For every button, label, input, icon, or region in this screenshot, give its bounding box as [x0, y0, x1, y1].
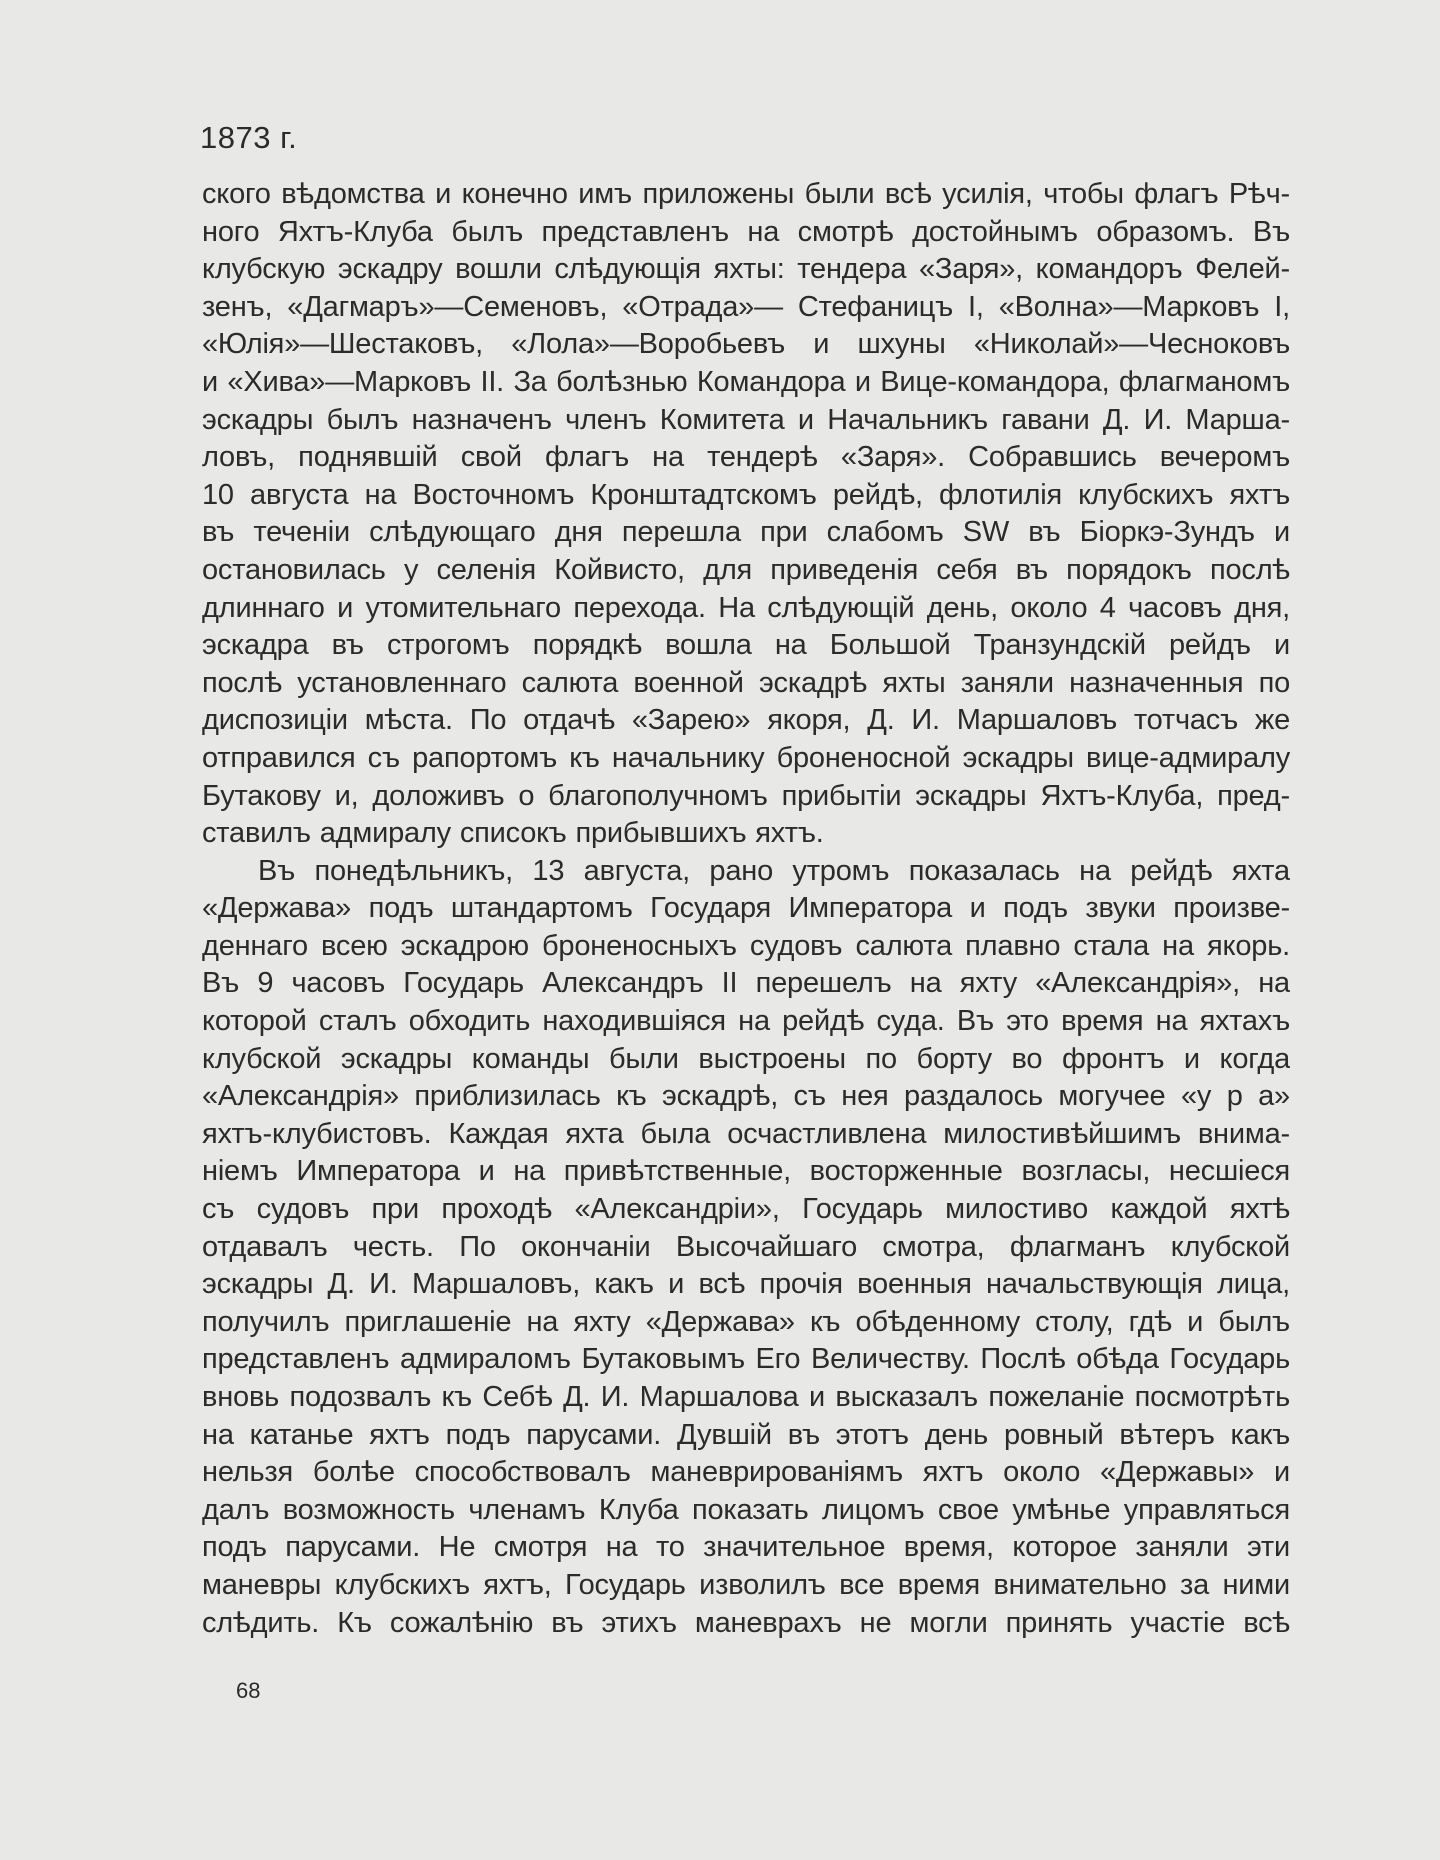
text-line: Бутакову и, доложивъ о благополучномъ прибытіи эскадры Яхтъ-Клуба, пред- — [202, 779, 1290, 812]
text-line: вновь подозвалъ къ Себѣ Д. И. Маршалова и высказалъ пожеланіе посмотрѣть — [202, 1381, 1290, 1413]
text-line: эскадры былъ назначенъ членъ Комитета и Начальникъ гавани Д. И. Марша- — [202, 403, 1290, 436]
text-line: представленъ адмираломъ Бутаковымъ Его Величеству. Послѣ обѣда Государь — [202, 1343, 1290, 1376]
text-line: эскадра въ строгомъ порядкѣ вошла на Большой Транзундскій рейдъ и — [202, 629, 1290, 662]
text-line: клубской эскадры команды были выстроены по борту во фронтъ и когда — [202, 1042, 1290, 1075]
text-line: маневры клубскихъ яхтъ, Государь изволилъ все время внимательно за ними — [202, 1568, 1290, 1601]
text-line: подъ парусами. Не смотря на то значительное время, которое заняли эти — [202, 1531, 1290, 1564]
text-line: и «Хива»—Марковъ II. За болѣзнью Командора и Вице-командора, флагманомъ — [202, 365, 1290, 398]
text-line: далъ возможность членамъ Клуба показать лицомъ свое умѣнье управляться — [202, 1493, 1290, 1526]
text-line: «Юлія»—Шестаковъ, «Лола»—Воробьевъ и шхуны «Николай»—Чесноковъ — [202, 328, 1290, 361]
running-header-year: 1873 г. — [200, 120, 298, 155]
text-line: клубскую эскадру вошли слѣдующія яхты: тендера «Заря», командоръ Фелей- — [202, 253, 1290, 286]
text-line: деннаго всею эскадрою броненосныхъ судовъ салюта плавно стала на якорь. — [202, 929, 1290, 962]
text-line: диспозиціи мѣста. По отдачѣ «Зарею» якоря, Д. И. Маршаловъ тотчасъ же — [202, 704, 1290, 737]
text-line: зенъ, «Дагмаръ»—Семеновъ, «Отрада»— Стефаницъ I, «Волна»—Марковъ I, — [202, 290, 1290, 323]
text-line: длиннаго и утомительнаго перехода. На слѣдующій день, около 4 часовъ дня, — [202, 591, 1290, 624]
text-line: ского вѣдомства и конечно имъ приложены были всѣ усилія, чтобы флагъ Рѣч- — [202, 178, 1290, 210]
text-line: отправился съ рапортомъ къ начальнику броненосной эскадры вице-адмиралу — [202, 741, 1290, 774]
text-line: слѣдить. Къ сожалѣнію въ этихъ маневрахъ не могли принять участіе всѣ — [202, 1606, 1290, 1639]
text-line: Въ 9 часовъ Государь Александръ II перешелъ на яхту «Александрія», на — [202, 967, 1290, 1000]
text-line: ніемъ Императора и на привѣтственные, восторженные возгласы, несшіеся — [202, 1155, 1290, 1188]
text-line: на катанье яхтъ подъ парусами. Дувшій въ этотъ день ровный вѣтеръ какъ — [202, 1418, 1290, 1451]
page-number: 68 — [236, 1678, 261, 1703]
text-line: остановилась у селенія Койвисто, для приведенія себя въ порядокъ послѣ — [202, 553, 1290, 586]
text-line: получилъ приглашеніе на яхту «Держава» къ обѣденному столу, гдѣ и былъ — [202, 1305, 1290, 1338]
text-line: послѣ установленнаго салюта военной эскадрѣ яхты заняли назначенныя по — [202, 666, 1290, 699]
text-line: «Держава» подъ штандартомъ Государя Императора и подъ звуки произве- — [202, 892, 1290, 925]
text-line: нельзя болѣе способствовалъ маневрированіямъ яхтъ около «Державы» и — [202, 1456, 1290, 1489]
text-line: Въ понедѣльникъ, 13 августа, рано утромъ показалась на рейдѣ яхта — [258, 854, 1290, 887]
text-line: эскадры Д. И. Маршаловъ, какъ и всѣ прочія военныя начальствующія лица, — [202, 1268, 1290, 1301]
text-line: въ теченіи слѣдующаго дня перешла при слабомъ SW въ Біоркэ-Зундъ и — [202, 516, 1290, 549]
text-line: отдавалъ честь. По окончаніи Высочайшаго смотра, флагманъ клубской — [202, 1230, 1290, 1263]
text-line: съ судовъ при проходѣ «Александріи», Государь милостиво каждой яхтѣ — [202, 1193, 1290, 1226]
text-line: 10 августа на Восточномъ Кронштадтскомъ рейдѣ, флотилія клубскихъ яхтъ — [202, 478, 1290, 511]
text-line: которой сталъ обходить находившіяся на рейдѣ суда. Въ это время на яхтахъ — [202, 1005, 1290, 1038]
text-line: «Александрія» приблизилась къ эскадрѣ, съ нея раздалось могучее «у р а» — [202, 1080, 1290, 1113]
text-line: яхтъ-клубистовъ. Каждая яхта была осчастливлена милостивѣйшимъ внима- — [202, 1117, 1290, 1150]
text-line: ловъ, поднявшій свой флагъ на тендерѣ «Заря». Собравшись вечеромъ — [202, 441, 1290, 474]
text-line: ного Яхтъ-Клуба былъ представленъ на смотрѣ достойнымъ образомъ. Въ — [202, 215, 1290, 248]
body-text — [202, 176, 1290, 1642]
text-line: ставилъ адмиралу списокъ прибывшихъ яхтъ. — [202, 817, 824, 850]
